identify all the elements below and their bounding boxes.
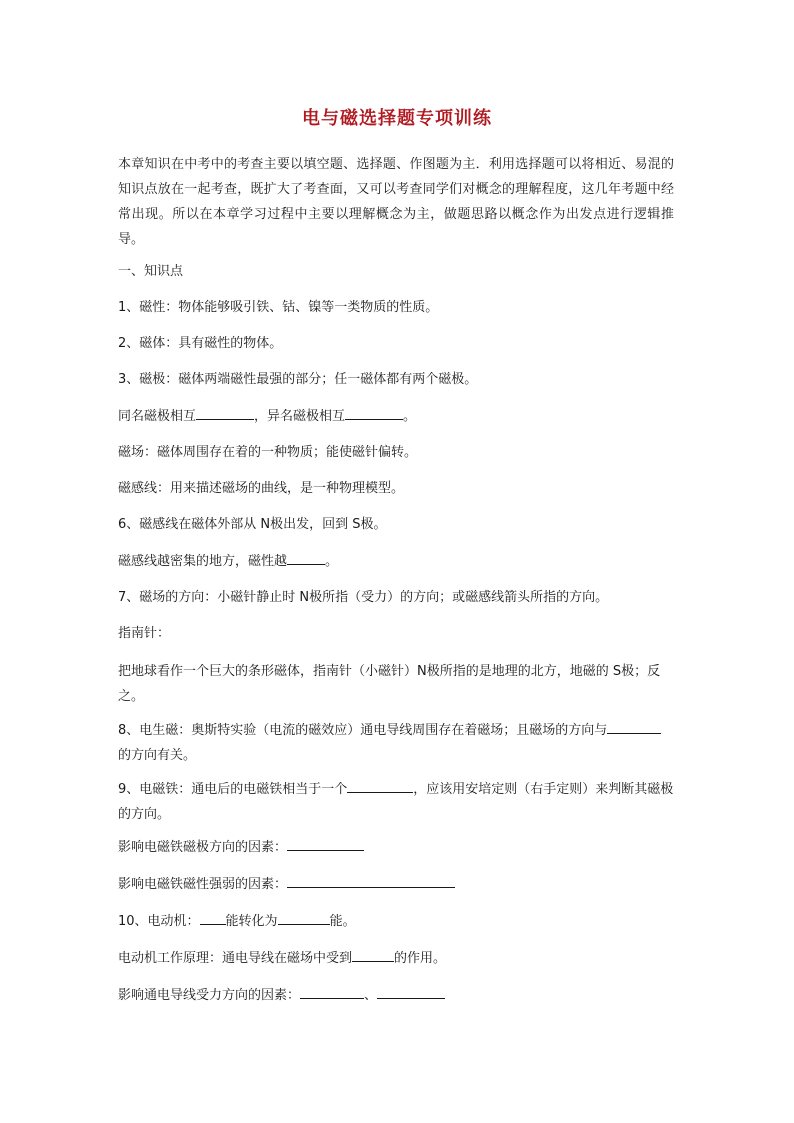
motor-principle bbox=[118, 947, 674, 970]
fill-blank[interactable] bbox=[345, 405, 403, 420]
text-segment: 同名磁极相互 bbox=[118, 409, 197, 424]
electromagnet-strength-factors bbox=[118, 873, 674, 896]
text-segment: 。 bbox=[325, 554, 339, 569]
fill-blank[interactable] bbox=[377, 984, 445, 999]
text-segment: 磁感线越密集的地方，磁性越 bbox=[118, 554, 288, 569]
text-segment: 电动机工作原理：通电导线在磁场中受到 bbox=[118, 951, 353, 966]
text-segment: 能转化为 bbox=[225, 914, 278, 929]
text-segment: 的作用。 bbox=[394, 951, 447, 966]
text-segment: 9、电磁铁：通电后的电磁铁相当于一个 bbox=[118, 782, 348, 797]
intro-paragraph: 本章知识在中考中的考查主要以填空题、选择题、作图题为主．利用选择题可以将相近、易混的知识点放在一起考查，既扩大了考查面，又可以考查同学们对概念的理解程度，这几年考题中经常出现。所以在本章学习过程中主要以理解概念为主，做题思路以概念作为出发点进行逻辑推导。 bbox=[118, 157, 674, 247]
text-segment: 能。 bbox=[329, 914, 356, 929]
fill-blank[interactable] bbox=[287, 836, 364, 851]
section-heading: 一、知识点 bbox=[118, 264, 184, 279]
fill-blank[interactable] bbox=[607, 719, 661, 734]
text-segment: 。 bbox=[403, 409, 417, 424]
knowledge-point-3: 3、磁极：磁体两端磁性最强的部分；任一磁体都有两个磁极。 bbox=[118, 372, 478, 387]
text-segment: 8、电生磁：奥斯特实验（电流的磁效应）通电导线周围存在着磁场；且磁场的方向与 bbox=[118, 723, 608, 738]
magnetic-pole-rule bbox=[118, 405, 674, 428]
text-segment: ，应该用安培定则（右手定则）来判断其磁极的方向。 bbox=[118, 782, 674, 822]
text-segment: 10、电动机： bbox=[118, 914, 200, 929]
fill-blank[interactable] bbox=[352, 947, 394, 962]
fill-blank[interactable] bbox=[300, 984, 364, 999]
magnetic-field-definition: 磁场：磁体周围存在着的一种物质；能使磁针偏转。 bbox=[118, 445, 418, 460]
text-segment: 影响电磁铁磁性强弱的因素： bbox=[118, 877, 288, 892]
knowledge-point-6: 6、磁感线在磁体外部从 N极出发，回到 S极。 bbox=[118, 517, 387, 532]
electromagnet-direction-factors bbox=[118, 836, 674, 859]
fill-blank[interactable] bbox=[287, 550, 325, 565]
knowledge-point-7: 7、磁场的方向：小磁针静止时 N极所指（受力）的方向；或磁感线箭头所指的方向。 bbox=[118, 590, 609, 605]
fill-blank[interactable] bbox=[196, 405, 254, 420]
knowledge-point-2: 2、磁体：具有磁性的物体。 bbox=[118, 336, 283, 351]
text-segment: 影响电磁铁磁极方向的因素： bbox=[118, 840, 288, 855]
compass-explanation: 把地球看作一个巨大的条形磁体，指南针（小磁针）N极所指的是地理的北方，地磁的 S极；反之。 bbox=[118, 664, 661, 704]
document-body bbox=[118, 152, 674, 1021]
magnetic-line-density bbox=[118, 550, 674, 573]
document-title: 电与磁选择题专项训练 bbox=[302, 108, 492, 129]
text-segment: 的方向有关。 bbox=[118, 748, 197, 763]
knowledge-point-8 bbox=[118, 718, 674, 768]
fill-blank[interactable] bbox=[287, 873, 455, 888]
knowledge-point-10 bbox=[118, 910, 674, 933]
magnetic-line-definition: 磁感线：用来描述磁场的曲线，是一种物理模型。 bbox=[118, 481, 405, 496]
compass-heading: 指南针： bbox=[118, 626, 171, 641]
fill-blank[interactable] bbox=[347, 778, 413, 793]
knowledge-point-1: 1、磁性：物体能够吸引铁、钴、镍等一类物质的性质。 bbox=[118, 300, 439, 315]
text-segment: 影响通电导线受力方向的因素： bbox=[118, 988, 301, 1003]
fill-blank[interactable] bbox=[278, 910, 330, 925]
force-direction-factors bbox=[118, 984, 674, 1007]
text-segment: ，异名磁极相互 bbox=[254, 409, 346, 424]
text-segment: 、 bbox=[364, 988, 378, 1003]
knowledge-point-9 bbox=[118, 777, 674, 827]
fill-blank[interactable] bbox=[200, 910, 226, 925]
